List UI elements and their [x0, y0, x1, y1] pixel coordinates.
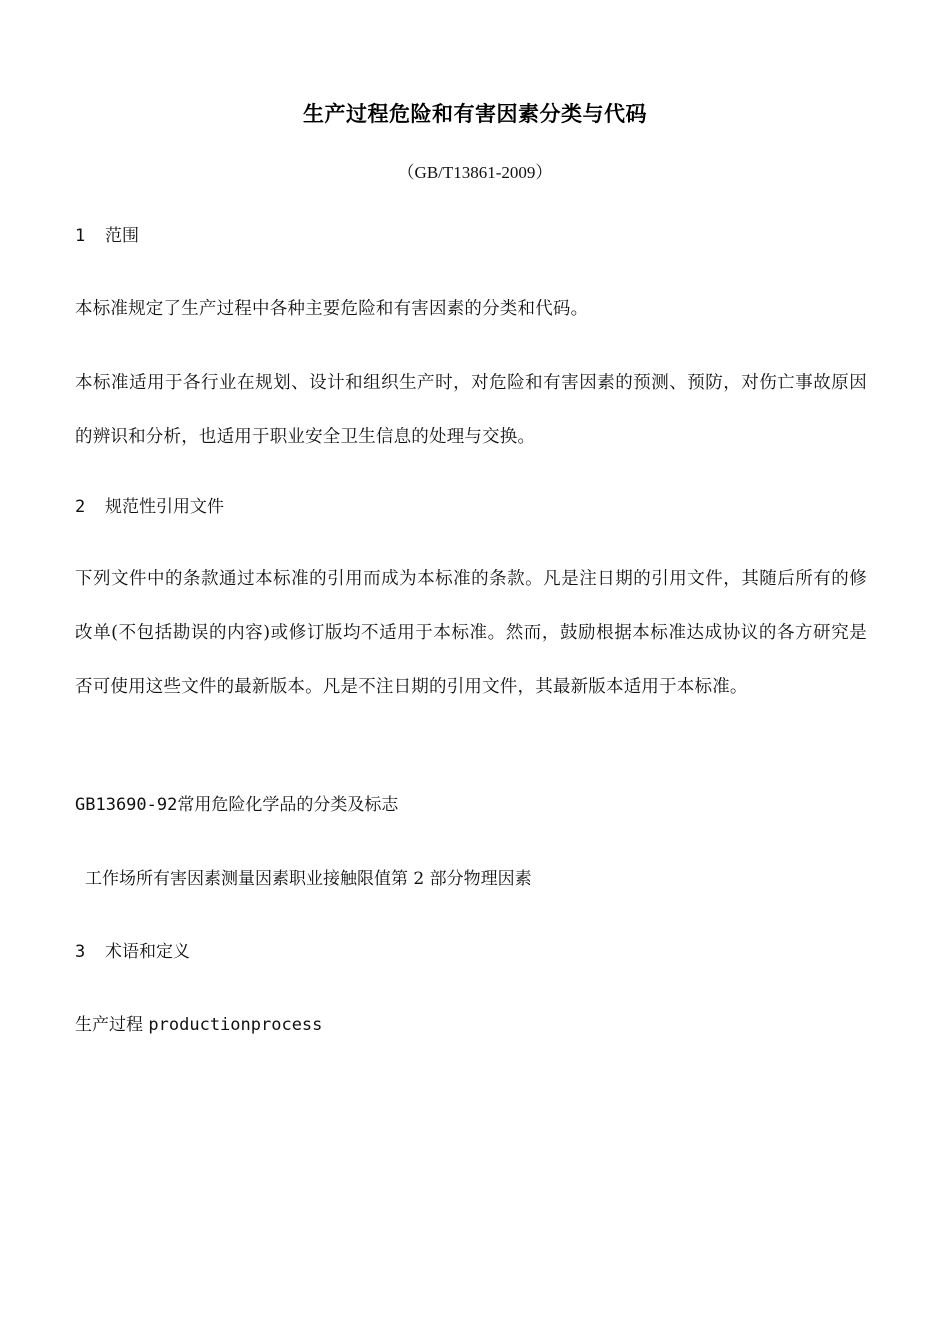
section-1-title: 范围 [105, 226, 139, 246]
document-title: 生产过程危险和有害因素分类与代码 [303, 102, 647, 126]
reference-1 [75, 778, 875, 832]
section-2-title: 规范性引用文件 [105, 497, 224, 517]
section-2-heading [75, 480, 875, 534]
section-3-heading [75, 925, 875, 979]
section-1-paragraph-2: 本标准适用于各行业在规划、设计和组织生产时，对危险和有害因素的预测、预防，对伤亡事故原因的辨识和分析，也适用于职业安全卫生信息的处理与交换。 [75, 373, 867, 447]
section-1-heading [75, 209, 875, 263]
section-3-number: 3 [75, 942, 86, 962]
reference-2: 工作场所有害因素测量因素职业接触限值第 2 部分物理因素 [85, 869, 532, 889]
term-definition [75, 998, 875, 1052]
section-2-paragraph-1: 下列文件中的条款通过本标准的引用而成为本标准的条款。凡是注日期的引用文件，其随后所有的修改单(不包括勘误的内容)或修订版均不适用于本标准。然而，鼓励根据本标准达成协议的各方研究是否可使用这些文件的最新版本。凡是不注日期的引用文件，其最新版本适用于本标准。 [75, 569, 867, 697]
section-3-title: 术语和定义 [105, 942, 190, 962]
section-1-paragraph-1: 本标准规定了生产过程中各种主要危险和有害因素的分类和代码。 [75, 299, 589, 319]
reference-1-code: GB13690-92 [75, 795, 178, 815]
standard-code: （GB/T13861-2009） [397, 163, 553, 182]
term-english: productionprocess [148, 1015, 323, 1035]
reference-1-title: 常用危险化学品的分类及标志 [177, 795, 399, 815]
section-2-number: 2 [75, 497, 86, 517]
section-1-number: 1 [75, 226, 86, 246]
term-chinese: 生产过程 [75, 1015, 143, 1035]
